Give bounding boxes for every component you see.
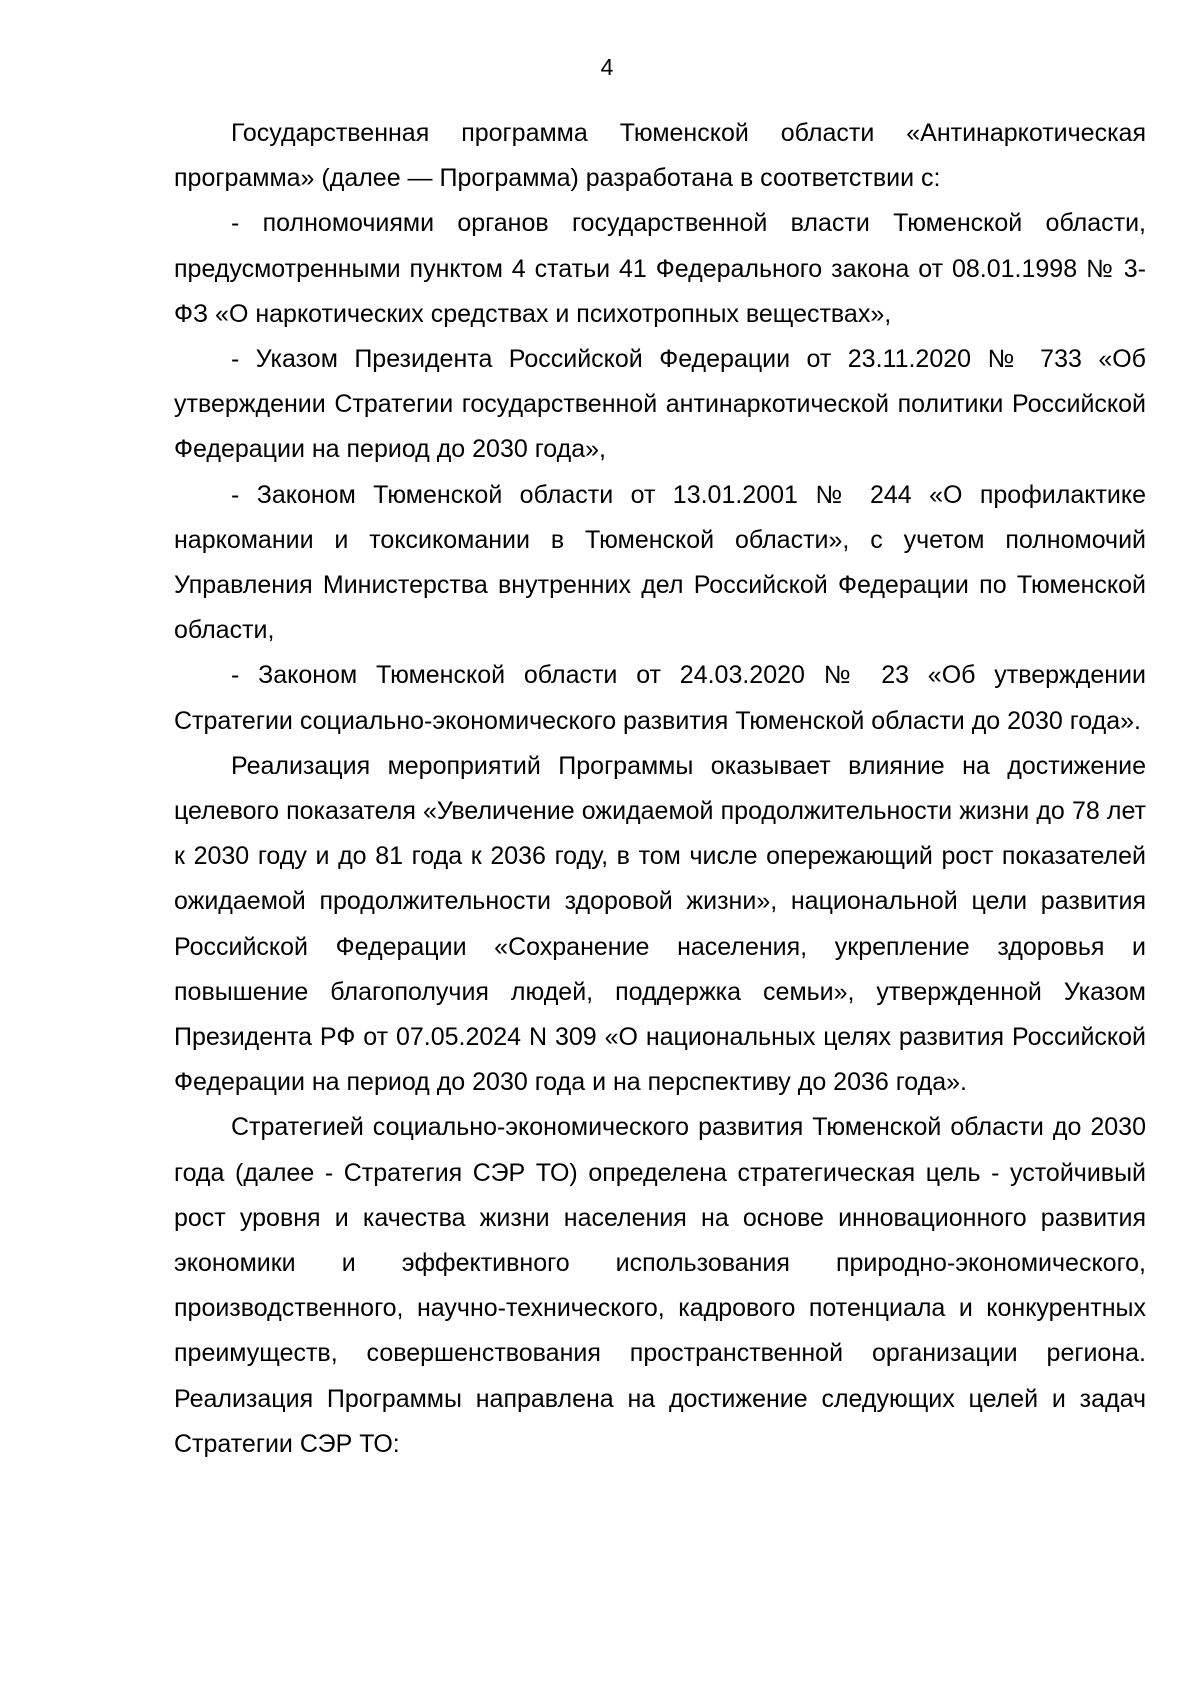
page-number: 4 xyxy=(600,54,614,80)
list-item-regional-law-23: - Законом Тюменской области от 24.03.2020 № 23 «Об утверждении Стратегии социально-экономического развития Тюменской области до 2030 года». xyxy=(174,661,1146,735)
document-body xyxy=(174,111,1146,1467)
list-item-president-decree: - Указом Президента Российской Федерации от 23.11.2020 № 733 «Об утверждении Стратегии государственной антинаркотической политики Российской Федерации на период до 2030 года», xyxy=(174,345,1146,464)
paragraph-national-goals: Реализация мероприятий Программы оказывает влияние на достижение целевого показателя «Увеличение ожидаемой продолжительности жизни до 78 лет к 2030 году и до 81 года к 2036 году, в том числе опережающий рост показателей ожидаемой продолжительности здоровой жизни», национальной цели развития Российской Федерации «Сохранение населения, укрепление здоровья и повышение благополучия людей, поддержка семьи», утвержденной Указом Президента РФ от 07.05.2024 N 309 «О национальных целях развития Российской Федерации на период до 2030 года и на перспективу до 2036 года». xyxy=(174,751,1146,1097)
paragraph-strategy: Стратегией социально-экономического развития Тюменской области до 2030 года (далее - Стратегия СЭР ТО) определена стратегическая цель - устойчивый рост уровня и качества жизни населения на основе инновационного развития экономики и эффективного использования природно-экономического, производственного, научно-технического, кадрового потенциала и конкурентных преимуществ, совершенствования пространственной организации региона. Реализация Программы направлена на достижение следующих целей и задач Стратегии СЭР ТО: xyxy=(174,1113,1146,1458)
list-item-regional-law-244: - Законом Тюменской области от 13.01.2001 № 244 «О профилактике наркомании и токсикомании в Тюменской области», с учетом полномочий Управления Министерства внутренних дел Российской Федерации по Тюменской области, xyxy=(174,480,1146,645)
paragraph-intro: Государственная программа Тюменской области «Антинаркотическая программа» (далее — Программа) разработана в соответствии с: xyxy=(174,119,1146,193)
list-item-federal-law: - полномочиями органов государственной власти Тюменской области, предусмотренными пунктом 4 статьи 41 Федерального закона от 08.01.1998 № 3-ФЗ «О наркотических средствах и психотропных веществах», xyxy=(174,209,1146,328)
